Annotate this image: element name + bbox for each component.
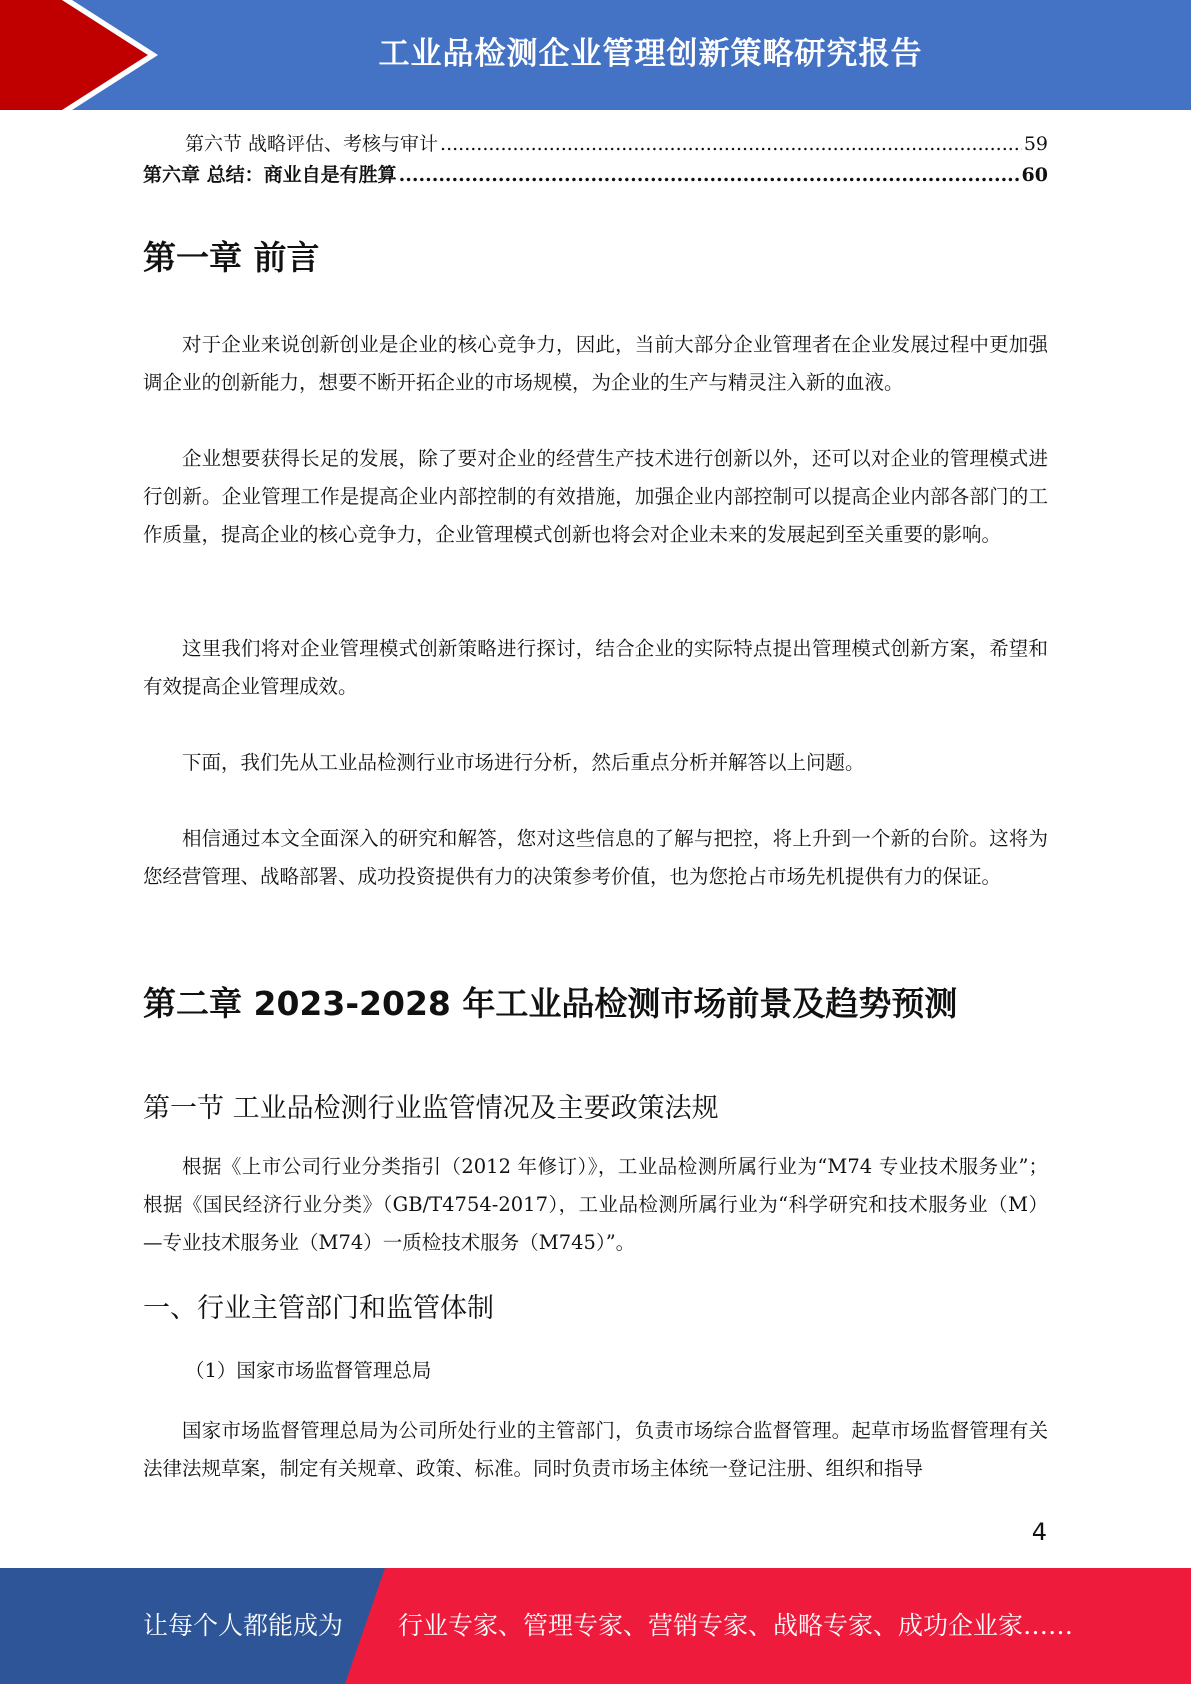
- paragraph: 企业想要获得长足的发展，除了要对企业的经营生产技术进行创新以外，还可以对企业的管理模式进行创新。企业管理工作是提高企业内部控制的有效措施，加强企业内部控制可以提高企业内部各部门的工作质量，提高企业的核心竞争力，企业管理模式创新也将会对企业未来的发展起到至关重要的影响。: [143, 447, 1048, 546]
- footer-slogan-right: 行业专家、管理专家、营销专家、战略专家、成功企业家……: [398, 1611, 1074, 1640]
- paragraph: 相信通过本文全面深入的研究和解答，您对这些信息的了解与把控，将上升到一个新的台阶。这将为您经营管理、战略部署、成功投资提供有力的决策参考价值，也为您抢占市场先机提供有力的保证。: [143, 827, 1048, 888]
- toc-leader-dots: [399, 159, 1020, 191]
- toc-entry[interactable]: [143, 128, 1048, 160]
- header-title: 工业品检测企业管理创新策略研究报告: [378, 36, 923, 72]
- paragraph: 下面，我们先从工业品检测行业市场进行分析，然后重点分析并解答以上问题。: [182, 751, 865, 774]
- chapter-heading: 第二章 2023-2028 年工业品检测市场前景及趋势预测: [143, 984, 958, 1023]
- toc-entry-title: 第六章 总结：商业自是有胜算: [143, 164, 397, 186]
- footer-slogan-left: 让每个人都能成为: [143, 1611, 344, 1640]
- toc-entry-title: 第六节 战略评估、考核与审计: [185, 133, 439, 155]
- paragraph: 根据《上市公司行业分类指引（2012 年修订）》，工业品检测所属行业为“M74 专业技术服务业”；根据《国民经济行业分类》（GB/T4754-2017），工业品检测所属行业为“科学研究和技术服务业（M）—专业技术服务业（M74）一质检技术服务（M745）”。: [143, 1155, 1048, 1254]
- paragraph: 对于企业来说创新创业是企业的核心竞争力，因此，当前大部分企业管理者在企业发展过程中更加强调企业的创新能力，想要不断开拓企业的市场规模，为企业的生产与精灵注入新的血液。: [143, 333, 1048, 394]
- chapter-heading: 第一章 前言: [143, 238, 320, 277]
- paragraph: 国家市场监督管理总局为公司所处行业的主管部门，负责市场综合监督管理。起草市场监督管理有关法律法规草案，制定有关规章、政策、标准。同时负责市场主体统一登记注册、组织和指导: [143, 1419, 1048, 1480]
- list-item: （1）国家市场监督管理总局: [185, 1359, 432, 1382]
- page-header: [0, 0, 1191, 110]
- sub-heading: 一、行业主管部门和监管体制: [143, 1293, 494, 1324]
- toc-entry[interactable]: [143, 159, 1048, 191]
- page-footer: [0, 1568, 1191, 1684]
- toc-leader-dots: [440, 128, 1022, 160]
- toc-entry-page: 59: [1023, 133, 1048, 155]
- page-number: 4: [1031, 1518, 1047, 1546]
- section-heading: 第一节 工业品检测行业监管情况及主要政策法规: [143, 1093, 719, 1124]
- paragraph: 这里我们将对企业管理模式创新策略进行探讨，结合企业的实际特点提出管理模式创新方案，希望和有效提高企业管理成效。: [143, 637, 1048, 698]
- toc-entry-page: 60: [1021, 164, 1048, 186]
